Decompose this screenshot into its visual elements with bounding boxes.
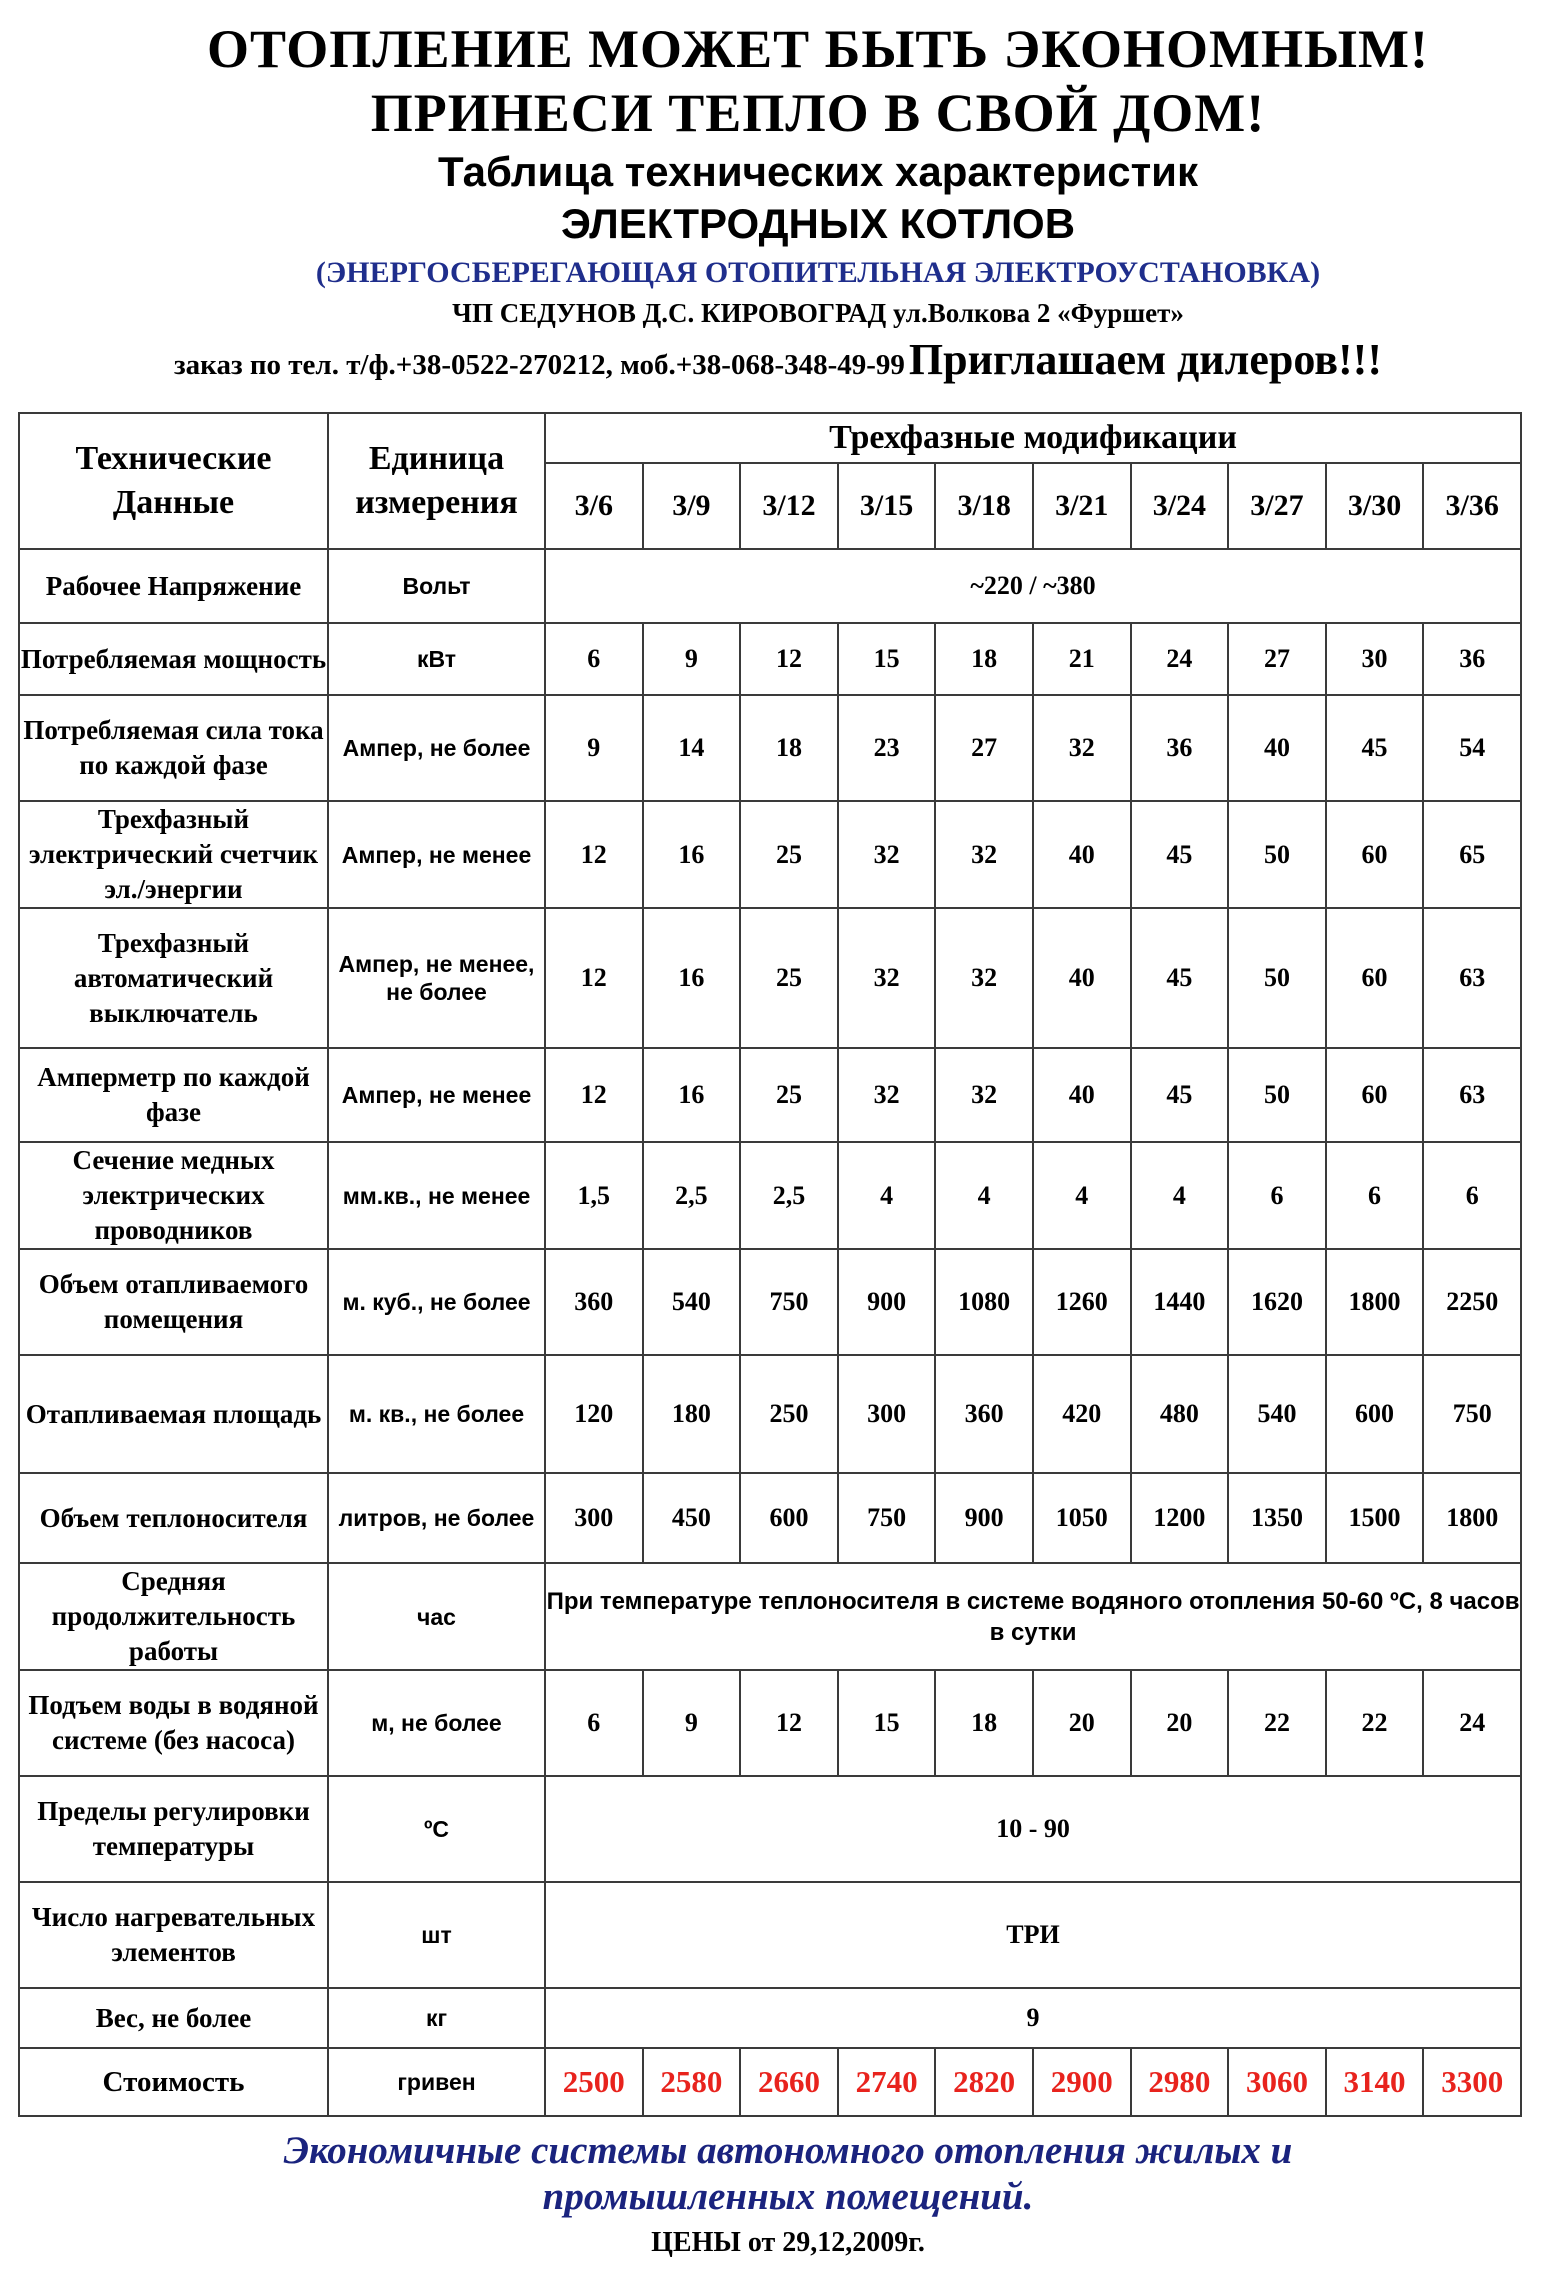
unit-label: гривен	[328, 2048, 545, 2116]
value-cell: 300	[545, 1473, 643, 1563]
unit-label: литров, не более	[328, 1473, 545, 1563]
value-cell: 20	[1033, 1670, 1131, 1776]
value-cell: 14	[643, 695, 741, 801]
value-cell: 1440	[1131, 1249, 1229, 1355]
spec-row	[19, 1048, 1521, 1142]
value-cell: 60	[1326, 908, 1424, 1048]
value-cell: 32	[935, 1048, 1033, 1142]
price-cell: 2660	[740, 2048, 838, 2116]
spec-row	[19, 549, 1521, 623]
unit-label: Ампер, не более	[328, 695, 545, 801]
value-cell: 12	[740, 623, 838, 695]
value-cell: 16	[643, 1048, 741, 1142]
header-modifications: Трехфазные модификации	[545, 413, 1521, 463]
unit-label: шт	[328, 1882, 545, 1988]
dealers-invite: Приглашаем дилеров!!!	[908, 335, 1382, 384]
value-cell: 9	[643, 623, 741, 695]
value-cell: 40	[1033, 908, 1131, 1048]
value-cell: 24	[1131, 623, 1229, 695]
unit-label: Ампер, не менее	[328, 1048, 545, 1142]
spec-row	[19, 695, 1521, 801]
param-label: Стоимость	[19, 2048, 328, 2116]
value-cell: 24	[1423, 1670, 1521, 1776]
value-cell: 420	[1033, 1355, 1131, 1473]
table-title-line-2: ЭЛЕКТРОДНЫХ КОТЛОВ	[560, 200, 1076, 247]
value-cell: 54	[1423, 695, 1521, 801]
value-cell: 12	[740, 1670, 838, 1776]
value-cell: 65	[1423, 801, 1521, 908]
value-cell: 360	[935, 1355, 1033, 1473]
value-cell: 45	[1131, 801, 1229, 908]
unit-label: Вольт	[328, 549, 545, 623]
price-cell: 2580	[643, 2048, 741, 2116]
value-cell: 21	[1033, 623, 1131, 695]
spec-row	[19, 1249, 1521, 1355]
price-cell: 3300	[1423, 2048, 1521, 2116]
price-cell: 2900	[1033, 2048, 1131, 2116]
value-cell: 36	[1131, 695, 1229, 801]
spec-row	[19, 1355, 1521, 1473]
model-header: 3/30	[1326, 463, 1424, 549]
param-label: Число нагревательных элементов	[19, 1882, 328, 1988]
value-cell: 18	[935, 1670, 1033, 1776]
param-label: Амперметр по каждой фазе	[19, 1048, 328, 1142]
footer-slogan-line-2: промышленных помещений.	[542, 2175, 1034, 2218]
spec-row	[19, 1988, 1521, 2048]
spanning-value: ТРИ	[545, 1882, 1521, 1988]
spec-row	[19, 1473, 1521, 1563]
value-cell: 600	[1326, 1355, 1424, 1473]
headline-line-2: ПРИНЕСИ ТЕПЛО В СВОЙ ДОМ!	[370, 83, 1266, 143]
value-cell: 18	[740, 695, 838, 801]
spanning-value: При температуре теплоносителя в системе водяного отопления 50-60 ºС, 8 часов в сутки	[545, 1563, 1521, 1670]
value-cell: 180	[643, 1355, 741, 1473]
unit-label: Ампер, не менее	[328, 801, 545, 908]
contact-line	[0, 334, 1556, 385]
unit-label: кВт	[328, 623, 545, 695]
product-tagline: (ЭНЕРГОСБЕРЕГАЮЩАЯ ОТОПИТЕЛЬНАЯ ЭЛЕКТРОУСТАНОВКА)	[315, 256, 1321, 289]
spec-row	[19, 1882, 1521, 1988]
value-cell: 45	[1131, 908, 1229, 1048]
value-cell: 120	[545, 1355, 643, 1473]
value-cell: 32	[838, 1048, 936, 1142]
param-label: Трехфазный автоматический выключатель	[19, 908, 328, 1048]
param-label: Сечение медных электрических проводников	[19, 1142, 328, 1249]
value-cell: 15	[838, 1670, 936, 1776]
value-cell: 900	[935, 1473, 1033, 1563]
param-label: Подъем воды в водяной системе (без насоса)	[19, 1670, 328, 1776]
value-cell: 9	[643, 1670, 741, 1776]
value-cell: 480	[1131, 1355, 1229, 1473]
value-cell: 6	[1423, 1142, 1521, 1249]
value-cell: 2,5	[740, 1142, 838, 1249]
value-cell: 45	[1326, 695, 1424, 801]
value-cell: 2250	[1423, 1249, 1521, 1355]
value-cell: 50	[1228, 801, 1326, 908]
value-cell: 12	[545, 1048, 643, 1142]
spec-row	[19, 801, 1521, 908]
value-cell: 63	[1423, 908, 1521, 1048]
model-header: 3/9	[643, 463, 741, 549]
value-cell: 36	[1423, 623, 1521, 695]
model-header: 3/24	[1131, 463, 1229, 549]
value-cell: 450	[643, 1473, 741, 1563]
value-cell: 1800	[1423, 1473, 1521, 1563]
price-cell: 2980	[1131, 2048, 1229, 2116]
value-cell: 4	[935, 1142, 1033, 1249]
value-cell: 25	[740, 1048, 838, 1142]
value-cell: 20	[1131, 1670, 1229, 1776]
value-cell: 12	[545, 908, 643, 1048]
value-cell: 4	[838, 1142, 936, 1249]
spec-row	[19, 908, 1521, 1048]
value-cell: 22	[1228, 1670, 1326, 1776]
prices-date: ЦЕНЫ от 29,12,2009г.	[651, 2227, 925, 2258]
value-cell: 9	[545, 695, 643, 801]
value-cell: 32	[1033, 695, 1131, 801]
value-cell: 30	[1326, 623, 1424, 695]
value-cell: 63	[1423, 1048, 1521, 1142]
spec-row	[19, 1563, 1521, 1670]
value-cell: 45	[1131, 1048, 1229, 1142]
model-header: 3/36	[1423, 463, 1521, 549]
model-header: 3/12	[740, 463, 838, 549]
param-label: Объем отапливаемого помещения	[19, 1249, 328, 1355]
spec-row	[19, 2048, 1521, 2116]
value-cell: 2,5	[643, 1142, 741, 1249]
value-cell: 750	[1423, 1355, 1521, 1473]
value-cell: 6	[1228, 1142, 1326, 1249]
value-cell: 250	[740, 1355, 838, 1473]
value-cell: 600	[740, 1473, 838, 1563]
param-label: Потребляемая мощность	[19, 623, 328, 695]
value-cell: 6	[545, 1670, 643, 1776]
value-cell: 6	[545, 623, 643, 695]
footer-slogan-line-1: Экономичные системы автономного отопления жилых и	[283, 2129, 1293, 2172]
unit-label: м, не более	[328, 1670, 545, 1776]
value-cell: 6	[1326, 1142, 1424, 1249]
unit-label: Ампер, не менее, не более	[328, 908, 545, 1048]
value-cell: 22	[1326, 1670, 1424, 1776]
value-cell: 15	[838, 623, 936, 695]
value-cell: 40	[1033, 801, 1131, 908]
param-label: Трехфазный электрический счетчик эл./энергии	[19, 801, 328, 908]
value-cell: 27	[1228, 623, 1326, 695]
price-cell: 2740	[838, 2048, 936, 2116]
param-label: Объем теплоносителя	[19, 1473, 328, 1563]
unit-label: мм.кв., не менее	[328, 1142, 545, 1249]
value-cell: 16	[643, 908, 741, 1048]
header-unit: Единица измерения	[328, 413, 545, 549]
value-cell: 16	[643, 801, 741, 908]
price-cell: 2820	[935, 2048, 1033, 2116]
value-cell: 40	[1033, 1048, 1131, 1142]
param-label: Отапливаемая площадь	[19, 1355, 328, 1473]
param-label: Вес, не более	[19, 1988, 328, 2048]
value-cell: 1350	[1228, 1473, 1326, 1563]
spanning-value: ~220 / ~380	[545, 549, 1521, 623]
param-label: Пределы регулировки температуры	[19, 1776, 328, 1882]
value-cell: 540	[643, 1249, 741, 1355]
spec-table	[18, 412, 1522, 2117]
model-header: 3/6	[545, 463, 643, 549]
value-cell: 25	[740, 908, 838, 1048]
value-cell: 4	[1033, 1142, 1131, 1249]
table-title-line-1: Таблица технических характеристик	[438, 148, 1198, 195]
value-cell: 750	[740, 1249, 838, 1355]
value-cell: 23	[838, 695, 936, 801]
value-cell: 32	[935, 908, 1033, 1048]
value-cell: 1500	[1326, 1473, 1424, 1563]
value-cell: 1800	[1326, 1249, 1424, 1355]
value-cell: 18	[935, 623, 1033, 695]
value-cell: 750	[838, 1473, 936, 1563]
unit-label: кг	[328, 1988, 545, 2048]
spec-row	[19, 1776, 1521, 1882]
headline-line-1: ОТОПЛЕНИЕ МОЖЕТ БЫТЬ ЭКОНОМНЫМ!	[207, 19, 1429, 79]
value-cell: 32	[935, 801, 1033, 908]
value-cell: 360	[545, 1249, 643, 1355]
unit-label: м. куб., не более	[328, 1249, 545, 1355]
value-cell: 32	[838, 801, 936, 908]
price-cell: 2500	[545, 2048, 643, 2116]
value-cell: 1200	[1131, 1473, 1229, 1563]
value-cell: 1,5	[545, 1142, 643, 1249]
model-header: 3/15	[838, 463, 936, 549]
spanning-value: 9	[545, 1988, 1521, 2048]
spec-row	[19, 1142, 1521, 1249]
spec-row	[19, 623, 1521, 695]
model-header: 3/18	[935, 463, 1033, 549]
value-cell: 1080	[935, 1249, 1033, 1355]
value-cell: 27	[935, 695, 1033, 801]
unit-label: ºС	[328, 1776, 545, 1882]
company-address: ЧП СЕДУНОВ Д.С. КИРОВОГРАД ул.Волкова 2 «Фуршет»	[452, 298, 1184, 328]
value-cell: 4	[1131, 1142, 1229, 1249]
model-header: 3/21	[1033, 463, 1131, 549]
value-cell: 1260	[1033, 1249, 1131, 1355]
value-cell: 40	[1228, 695, 1326, 801]
price-cell: 3060	[1228, 2048, 1326, 2116]
header-param: Технические Данные	[19, 413, 328, 549]
contact-phones: заказ по тел. т/ф.+38-0522-270212, моб.+38-068-348-49-99	[174, 349, 905, 381]
value-cell: 1050	[1033, 1473, 1131, 1563]
price-cell: 3140	[1326, 2048, 1424, 2116]
unit-label: м. кв., не более	[328, 1355, 545, 1473]
model-header: 3/27	[1228, 463, 1326, 549]
value-cell: 32	[838, 908, 936, 1048]
param-label: Потребляемая сила тока по каждой фазе	[19, 695, 328, 801]
spanning-value: 10 - 90	[545, 1776, 1521, 1882]
value-cell: 60	[1326, 1048, 1424, 1142]
spec-row	[19, 1670, 1521, 1776]
value-cell: 900	[838, 1249, 936, 1355]
value-cell: 60	[1326, 801, 1424, 908]
unit-label: час	[328, 1563, 545, 1670]
value-cell: 1620	[1228, 1249, 1326, 1355]
value-cell: 50	[1228, 908, 1326, 1048]
value-cell: 25	[740, 801, 838, 908]
value-cell: 12	[545, 801, 643, 908]
param-label: Средняя продолжительность работы	[19, 1563, 328, 1670]
value-cell: 300	[838, 1355, 936, 1473]
param-label: Рабочее Напряжение	[19, 549, 328, 623]
value-cell: 540	[1228, 1355, 1326, 1473]
value-cell: 50	[1228, 1048, 1326, 1142]
